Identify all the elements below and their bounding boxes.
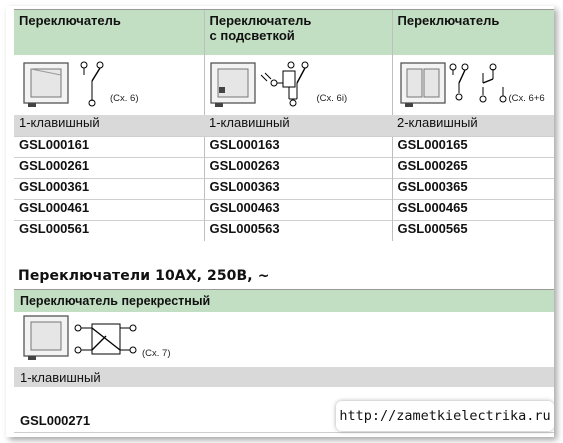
table-header-row [14, 10, 554, 55]
double-switch-schematic-icon [449, 59, 509, 109]
code-cell: GSL000563 [204, 221, 392, 242]
backlit-switch-image-cell [204, 55, 392, 115]
switch-image-cell [14, 55, 204, 115]
col-header-backlit-switch: Переключатель с подсветкой [204, 10, 392, 55]
code-cell: GSL000363 [204, 179, 392, 200]
table-row [14, 200, 554, 221]
code-cell: GSL000263 [204, 158, 392, 179]
code-cell: GSL000365 [392, 179, 554, 200]
code-cell: GSL000163 [204, 137, 392, 158]
code-cell: GSL000465 [392, 200, 554, 221]
keys-cell: 1-клавишный [14, 115, 204, 137]
code-cell: GSL000565 [392, 221, 554, 242]
keys-label: 1-клавишный [20, 370, 101, 385]
double-switch-image-cell [392, 55, 554, 115]
code-cell: GSL000361 [14, 179, 204, 200]
table-row [14, 179, 554, 200]
code-cell: GSL000261 [14, 158, 204, 179]
diagram-ref-label: (Сх. 6+6 [508, 93, 545, 104]
switch-schematic-icon [78, 59, 110, 109]
code-cell: GSL000561 [14, 221, 204, 242]
keys-row [14, 115, 554, 137]
diagram-ref-label: (Сх. 6) [110, 93, 139, 104]
diagram-row [14, 55, 554, 115]
switch-device-icon [22, 61, 74, 109]
col-header-switch: Переключатель [14, 10, 204, 55]
cross-switch-header-label: Переключатель перекрестный [20, 294, 211, 308]
catalog-page [6, 6, 554, 437]
switch-table [14, 10, 554, 241]
site-watermark: http://zametkielectrika.ru [336, 401, 554, 431]
cross-switch-image-row [14, 312, 554, 366]
code-cell: GSL000461 [14, 200, 204, 221]
col-header-double-switch: Переключатель [392, 10, 554, 55]
keys-cell: 2-клавишный [392, 115, 554, 137]
code-cell: GSL000161 [14, 137, 204, 158]
cross-switch-device-icon [22, 314, 74, 362]
code-cell: GSL000165 [392, 137, 554, 158]
code-cell: GSL000463 [204, 200, 392, 221]
code-cell: GSL000265 [392, 158, 554, 179]
backlit-switch-device-icon [209, 61, 261, 109]
code-label: GSL000271 [20, 413, 91, 428]
diagram-ref-label: (Сх. 6i) [316, 93, 348, 104]
table-row [14, 137, 554, 158]
keys-cell: 1-клавишный [204, 115, 392, 137]
cross-switch-schematic-icon [74, 318, 138, 362]
double-switch-device-icon [399, 61, 451, 109]
section-title: Переключатели 10АХ, 250В, ~ [18, 268, 270, 284]
cross-switch-header [14, 289, 554, 312]
table-row [14, 221, 554, 242]
table-row [14, 158, 554, 179]
backlit-switch-schematic-icon [257, 59, 313, 109]
cross-switch-keys-row [14, 367, 554, 387]
diagram-ref-label: (Сх. 7) [142, 348, 171, 359]
